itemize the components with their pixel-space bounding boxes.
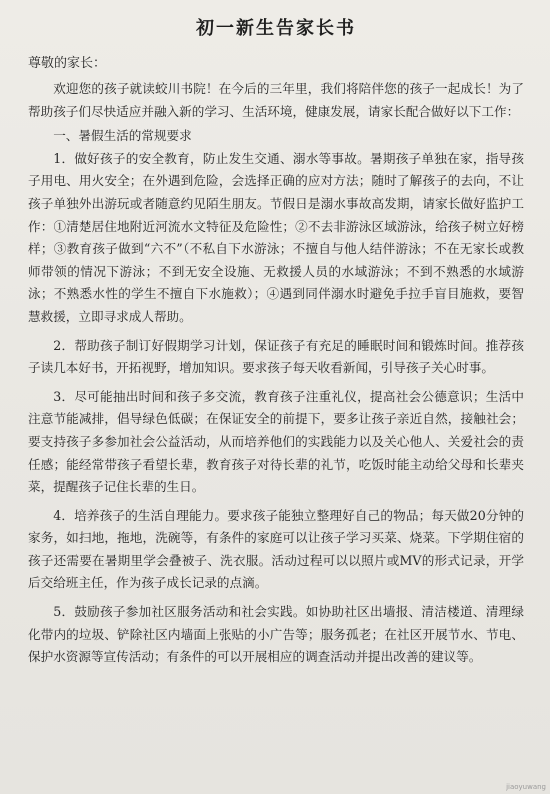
document-title: 初一新生告家长书 xyxy=(196,18,356,39)
section-heading: 一、暑假生活的常规要求 xyxy=(53,128,192,144)
salutation: 尊敬的家长： xyxy=(28,56,107,71)
item-3-communication: 3．尽可能抽出时间和孩子多交流，教育孩子注重礼仪，提高社会公德意识；生活中注意节能减排，倡导绿色低碳；在保证安全的前提下，要多让孩子亲近自然，接触社会；要支持孩子多参加社会公益活动，从而培养他们的实践能力以及关心他人、关爱社会的责任感；能经常带孩子看望长辈，教育孩子对待长辈的礼节，吃饭时能主动给父母和长辈夹菜，提醒孩子记住长辈的生日。 xyxy=(28,388,524,495)
item-2-study-plan: 2．帮助孩子制订好假期学习计划，保证孩子有充足的睡眠时间和锻炼时间。推荐孩子读几本好书，开拓视野，增加知识。要求孩子每天收看新闻，引导孩子关心时事。 xyxy=(28,337,524,376)
intro-paragraph: 欢迎您的孩子就读蛟川书院！在今后的三年里，我们将陪伴您的孩子一起成长！为了帮助孩子们尽快适应并融入新的学习、生活环境，健康发展，请家长配合做好以下工作： xyxy=(28,81,524,119)
item-5-community-service: 5．鼓励孩子参加社区服务活动和社会实践。如协助社区出墙报、清洁楼道、清理绿化带内的垃圾、铲除社区内墙面上张贴的小广告等；服务孤老；在社区开展节水、节电、保护水资源等宣传活动；有条件的可以开展相应的调查活动并提出改善的建议等。 xyxy=(28,604,524,665)
source-watermark: jiaoyuwang xyxy=(506,783,546,791)
item-1-safety: 1．做好孩子的安全教育，防止发生交通、溺水等事故。暑期孩子单独在家，指导孩子用电、用火安全；在外遇到危险，会选择正确的应对方法；随时了解孩子的去向，不让孩子单独外出游玩或者随意约见陌生朋友。节假日是溺水事故高发期，请家长做好监护工作：①清楚居住地附近河流水文特征及危险性；②不去非游泳区域游泳，给孩子树立好榜样；③教育孩子做到“六不”（不私自下水游泳；不擅自与他人结伴游泳；不在无家长或教师带领的情况下游泳；不到无安全设施、无救援人员的水域游泳；不到不熟悉的水域游泳；不熟悉水性的学生不擅自下水施救）；④遇到同伴溺水时避免手拉手盲目施救，要智慧救援，立即寻求成人帮助。 xyxy=(28,150,524,324)
item-4-self-care: 4．培养孩子的生活自理能力。要求孩子能独立整理好自己的物品；每天做20分钟的家务，如扫地，拖地，洗碗等，有条件的家庭可以让孩子学习买菜、烧菜。下学期住宿的孩子还需要在暑期里学会叠被子、洗衣服。活动过程可以以照片或MV的形式记录，开学后交给班主任，作为孩子成长记录的点滴。 xyxy=(28,507,524,591)
